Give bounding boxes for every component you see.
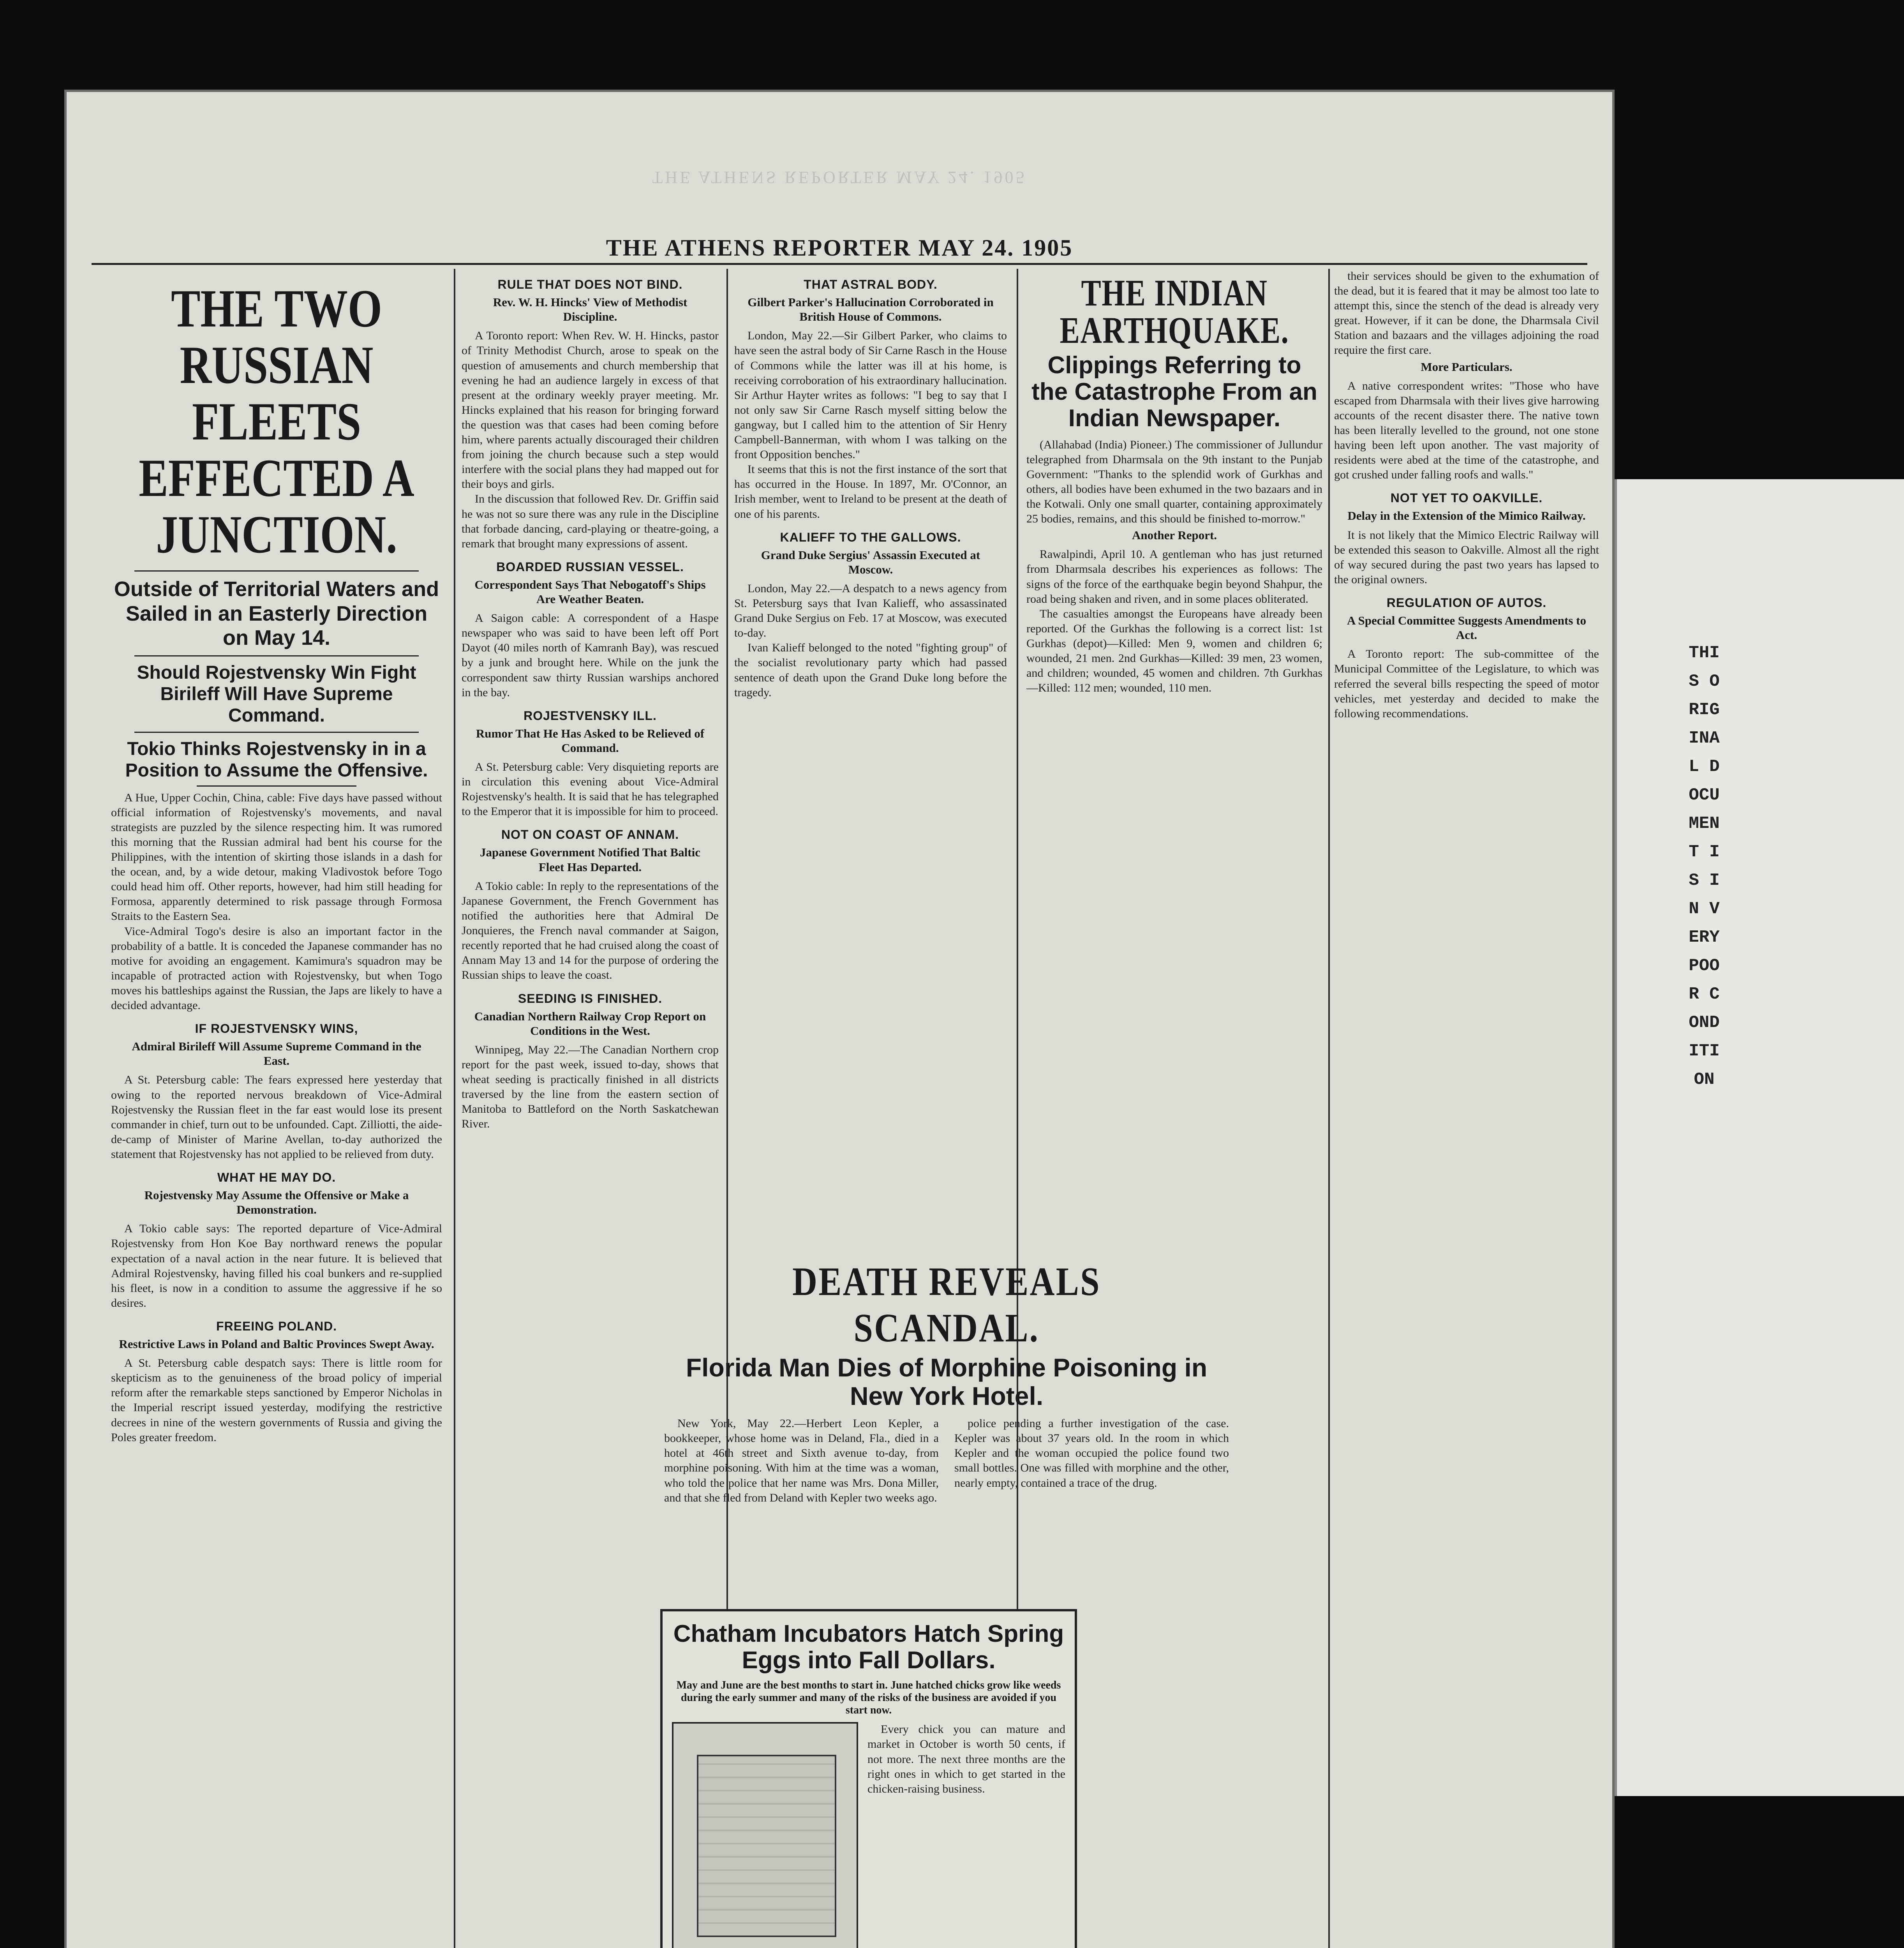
section-subheading: Rojestvensky May Assume the Offensive or Make a Demonstration. [144,1188,409,1217]
article-paragraph: A St. Petersburg cable: Very disquieting reports are in circulation this evening about Vice-Admiral Rojestvensky's health. It is said that he has telegraphed to the Emperor that it is impossible for him to proceed. [462,760,719,818]
lead-deck-3: Tokio Thinks Rojestvensky in in a Position to Assume the Offensive. [125,739,428,781]
masthead-rule [92,263,1587,265]
ghost-masthead: THE ATHENS REPORTER MAY 24. 1905 [652,168,1027,187]
section-subheading: Gilbert Parker's Hallucination Corroborated in British House of Commons. [747,295,994,324]
section-subheading: Rev. W. H. Hincks' View of Methodist Discipline. [493,295,688,324]
scandal-deck: Florida Man Dies of Morphine Poisoning in New York Hotel. [686,1353,1208,1410]
incubator-illustration [672,1722,858,1948]
section-subheading: Restrictive Laws in Poland and Baltic Provinces Swept Away. [119,1337,434,1351]
divider [134,570,419,572]
section-subheading: Grand Duke Sergius' Assassin Executed at Moscow. [761,548,980,576]
section-subheading: Delay in the Extension of the Mimico Railway. [1347,509,1586,523]
article-paragraph: A Saigon cable: A correspondent of a Haspe newspaper who was said to have been left off Port Dayot (40 miles north of Kamranh Bay), was rescued by a junk and brought here. While on the junk the correspondent saw thirty Russian warships anchored in the bay. [462,612,719,699]
section-heading: NOT YET TO OAKVILLE. [1390,491,1543,505]
scandal-headline: DEATH REVEALS SCANDAL. [792,1259,1101,1350]
section-subheading: Rumor That He Has Asked to be Relieved of Command. [476,726,705,755]
side-strip [1615,479,1904,1796]
divider [197,785,356,787]
section-subheading: A Special Committee Suggests Amendments to Act. [1347,613,1586,642]
section-heading: ROJESTVENSKY ILL. [524,708,657,723]
section-subheading: Japanese Government Notified That Baltic Fleet Has Departed. [480,845,700,874]
section-subheading: Correspondent Says That Nebogatoff's Ships Are Weather Beaten. [474,577,706,606]
section-heading: RULE THAT DOES NOT BIND. [497,277,683,291]
section-heading: THAT ASTRAL BODY. [804,277,938,291]
scandal-article [664,1258,1229,1505]
article-paragraph: New York, May 22.—Herbert Leon Kepler, a bookkeeper, whose home was in Deland, Fla., died in a hotel at 46th street and Sixth avenue to-day, from morphine poisoning. With him at the time was a woman, who told the police that her name was Mrs. Dona Miller, and that she fled from Deland with Kepler two weeks ago. [664,1417,939,1504]
section-heading: FREEING POLAND. [216,1319,337,1333]
section-subheading: Canadian Northern Railway Crop Report on Conditions in the West. [474,1009,706,1038]
chatham-incubator-ad [660,1609,1077,1948]
article-paragraph: A Toronto report: When Rev. W. H. Hincks, pastor of Trinity Methodist Church, arose to speak on the question of amusements and church membership that evening he had an audience largely in excess of that present at the ordinary weekly prayer meeting. Mr. Hincks explained that his reason for bringing forward the question was that cases had been coming before him, where parents actually discouraged their children from joining the church because such a step would interfere with the social plans they had mapped out for their boys and girls. [462,329,719,491]
section-heading: REGULATION OF AUTOS. [1386,595,1547,610]
article-paragraph: A Tokio cable: In reply to the representations of the Japanese Government, the French Government has notified the authorities here that Admiral De Jonquieres, the French naval commander at Saigon, recently reported that he had cruised along the coast of Annam May 13 and 14 for the purpose of ordering the Russian ships to leave the coast. [462,879,719,982]
lead-deck-2: Should Rojestvensky Win Fight Birileff Will Have Supreme Command. [137,662,416,726]
section-subheading: More Particulars. [1421,360,1513,374]
article-paragraph: A Tokio cable says: The reported departure of Vice-Admiral Rojestvensky from Hon Koe Bay northward renews the popular expectation of a naval action in the near future. It is believed that Admiral Rojestvensky, having filled his coal bunkers and re-supplied his fleet, is now in a condition to assume the aggressive if he so desires. [111,1222,442,1309]
section-heading: KALIEFF TO THE GALLOWS. [780,530,961,544]
ad-subheading: May and June are the best months to start in. June hatched chicks grow like weeds during the early summer and many of the risks of the business are avoided if you start now. [676,1679,1061,1717]
divider [134,732,419,733]
condition-note: THIS ORIGINAL DOCUMENT IS IN VERY POOR CONDITION [1689,643,1720,1089]
article-paragraph: Ivan Kalieff belonged to the noted "fighting group" of the socialist revolutionary party which had passed sentence of death upon the Grand Duke long before the tragedy. [734,641,1007,699]
newspaper-page [64,90,1615,1948]
column-3 [734,269,1007,1064]
article-paragraph: It is not likely that the Mimico Electric Railway will be extended this season to Oakville. Almost all the right of way secured during the past two years has lapsed to the original owners. [1334,528,1599,586]
article-paragraph: Winnipeg, May 22.—The Canadian Northern crop report for the past week, issued to-day, shows that wheat seeding is practically finished in all districts traversed by the line from the eastern section of Manitoba to Battleford on the North Saskatchewan River. [462,1043,719,1131]
earthquake-deck: Clippings Referring to the Catastrophe From an Indian Newspaper. [1031,352,1317,432]
divider [134,655,419,656]
article-paragraph: Rawalpindi, April 10. A gentleman who has just returned from Dharmsala describes his experiences as follows: The signs of the force of the earthquake begin beyond Shahpur, the road being shaken and riven, and in some places obliterated. [1026,548,1322,605]
section-heading: WHAT HE MAY DO. [217,1170,336,1185]
lead-headline: THE TWO RUSSIAN FLEETS EFFECTED A JUNCTION. [139,279,414,564]
article-paragraph: A St. Petersburg cable: The fears expressed here yesterday that owing to the reported nervous breakdown of Vice-Admiral Rojestvensky the Russian fleet in the far east would lose its present commander in chief, turn out to be unfounded. Capt. Zilliotti, the aide-de-camp of Minister of Marine Avellan, to-day authorized the statement that Rojestvensky has not applied to be relieved from duty. [111,1073,442,1161]
ad-headline: Chatham Incubators Hatch Spring Eggs into Fall Dollars. [673,1620,1064,1674]
article-paragraph: A Hue, Upper Cochin, China, cable: Five days have passed without official information of Rojestvensky's movements, and naval strategists are puzzled by the silence respecting him. It was rumored this morning that the Russian admiral had bent his course for the Philippines, with the intention of skirting those islands in a dash for the ocean, and, by a wide detour, making Vladivostok before Togo could head him off. Other reports, however, had him still heading for Formosa, apparently determined to risk passage through Formosa Straits to the Eastern Sea. [111,791,442,923]
section-subheading: Admiral Birileff Will Assume Supreme Command in the East. [132,1039,421,1068]
article-paragraph: (Allahabad (India) Pioneer.) The commissioner of Jullundur telegraphed from Dharmsala on the 9th instant to the Punjab Government: "Thanks to the splendid work of Gurkhas and others, all bodies have been exhumed in the two bazaars and in the Kotwali. Only one small quarter, containing approximately 25 bodies, remains, and this should be finished to-morrow." [1026,438,1322,526]
section-subheading: Another Report. [1132,528,1217,542]
column-5 [1334,269,1599,1948]
article-paragraph: their services should be given to the exhumation of the dead, but it is feared that it may be almost too late to attempt this, since the stench of the dead is already very great. However, if it can be done, the Dharmsala Civil Station and bazaars and the villages adjoining the road require the first care. [1334,270,1599,357]
column-divider [1328,269,1330,1948]
section-heading: BOARDED RUSSIAN VESSEL. [496,559,684,574]
section-heading: NOT ON COAST OF ANNAM. [501,828,679,842]
earthquake-headline: THE INDIAN EARTHQUAKE. [1060,272,1289,351]
article-paragraph: London, May 22.—Sir Gilbert Parker, who claims to have seen the astral body of Sir Carne Rasch in the House of Commons while the latter was ill at his home, is receiving corroboration of his extraordinary hallucination. Sir Arthur Hayter writes as follows: "I beg to say that I not only saw Sir Carne Rasch myself sitting below the gangway, but I called him to the attention of Sir Henry Campbell-Bannerman, with whom I was talking on the front Opposition benches." [734,329,1007,461]
article-paragraph: In the discussion that followed Rev. Dr. Griffin said he was not so sure there was any rule in the Discipline that forbade dancing, card-playing or theatre-going, a remark that brought many expressions of assent. [462,492,719,550]
section-heading: SEEDING IS FINISHED. [518,991,663,1006]
section-heading: IF ROJESTVENSKY WINS, [195,1022,358,1036]
lead-deck-1: Outside of Territorial Waters and Sailed in an Easterly Direction on May 14. [114,577,439,649]
incubator-icon [697,1755,836,1937]
article-paragraph: Vice-Admiral Togo's desire is also an important factor in the probability of a battle. It is conceded the Japanese commander has no motive for avoiding an engagement. Kamimura's squadron may be incapable of protracted action with Rojestvensky, but when Togo moves his battleships against the Russian, the Japs are likely to have a decided advantage. [111,925,442,1012]
column-4 [1026,269,1322,1064]
article-paragraph: A Toronto report: The sub-committee of the Municipal Committee of the Legislature, to which was referred the several bills respecting the speed of motor vehicles, met yesterday and decided to make the following recommendations. [1334,648,1599,720]
article-paragraph: A native correspondent writes: "Those who have escaped from Dharmsala with their lives give harrowing accounts of the recent disaster there. The native town has been literally levelled to the ground, not one stone having been left upon another. The vast majority of residents were abed at the time of the catastrophe, and got crushed under falling roofs and walls." [1334,379,1599,482]
masthead: THE ATHENS REPORTER MAY 24. 1905 [606,235,1073,261]
article-paragraph: London, May 22.—A despatch to a news agency from St. Petersburg says that Ivan Kalieff, who assassinated Grand Duke Sergius on Feb. 17 at Moscow, was executed to-day. [734,582,1007,640]
column-divider [454,269,455,1948]
article-paragraph: The casualties amongst the Europeans have already been reported. Of the Gurkhas the following is a correct list: 1st Gurkhas (depot)—Killed: Men 9, women and children 6; wounded, 21 men. 2nd Gurkhas—Killed: 39 men, 23 women, and children; wounded, 45 women and children. 7th Gurkhas—Killed: 112 men; wounded, 110 men. [1026,607,1322,695]
article-paragraph: A St. Petersburg cable despatch says: There is little room for skepticism as to the genuineness of the broad policy of imperial reform after the remarkable steps sanctioned by Emperor Nicholas in the Imperial rescript issued yesterday, modifying the restrictive decrees in nine of the western governments of Russia and giving the Poles greater freedom. [111,1357,442,1444]
article-paragraph: It seems that this is not the first instance of the sort that has occurred in the House. In 1897, Mr. O'Connor, an Irish member, went to Ireland to be present at the death of one of his parents. [734,463,1007,521]
column-1 [111,269,442,1948]
ad-side-text: Every chick you can mature and market in October is worth 50 cents, if not more. The next three months are the right ones in which to get started in the chicken-raising business. [867,1723,1065,1795]
article-paragraph: police pending a further investigation of the case. Kepler was about 37 years old. In the room in which Kepler and the woman occupied the police found two small bottles. One was filled with morphine and the other, nearly empty, contained a trace of the drug. [954,1417,1229,1489]
